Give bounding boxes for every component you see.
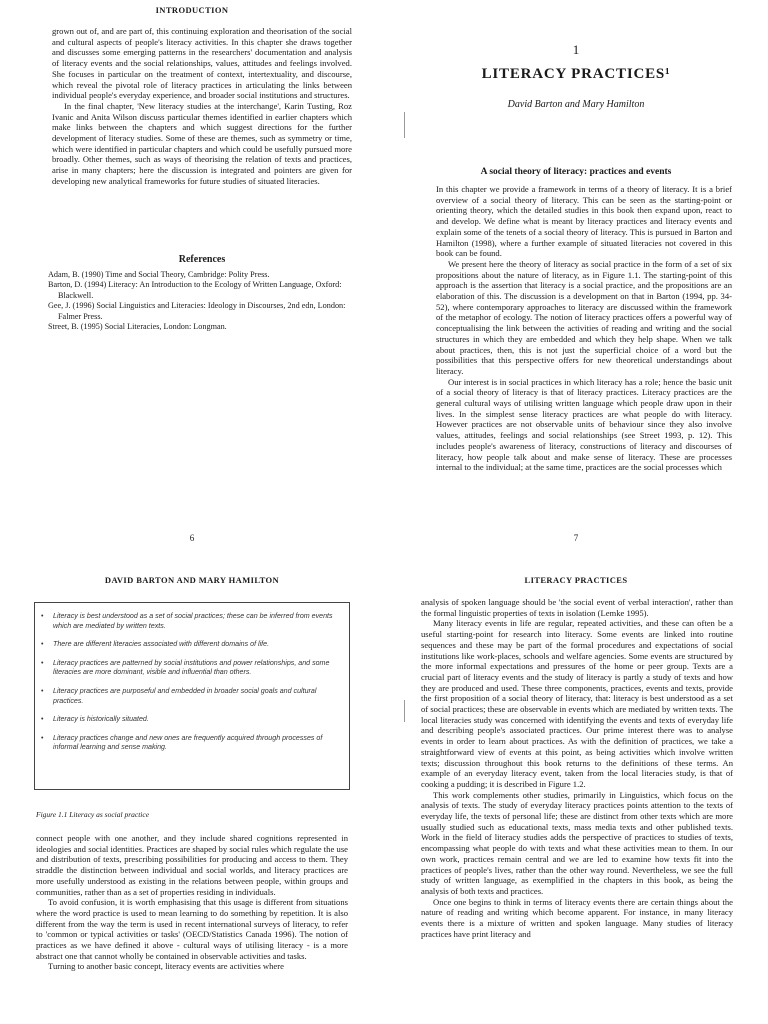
intro-body: [52, 26, 352, 187]
page-body: [421, 597, 733, 940]
paragraph: This work complements other studies, primarily in Linguistics, which focus on the analysis of texts. The study of everyday literacy practices points attention to the texts of everyday life, the texts of personal life; these are distinct from other texts which are more usually studied such as educational texts, mass media texts and other published texts. Work in the field of literacy studies adds the perspective of practices to studies of texts, encompassing what people do with texts and what these activities mean to them. In our own work, practices remain central and we are led to examine how texts fit into the practices of people's lives, rather than the other way round. Nevertheless, we see the full study of written language, as exemplified in the chapters in this book, as being the analysis of both texts and practices.: [421, 789, 733, 896]
chapter-authors: David Barton and Mary Hamilton: [507, 99, 645, 110]
gutter-mark: [404, 112, 405, 138]
page-literacy-events: [384, 545, 768, 1024]
chapter-title: LITERACY PRACTICES¹: [481, 66, 671, 82]
paragraph: In this chapter we provide a framework in terms of a theory of literacy. It is a brief overview of a social theory of literacy. This can be seen as the starting-point or orienting theory, which the detailed studies in this book then expand upon, react to and develop. We define what is meant by literacy practices and literacy events and explain some of the tenets of a social theory of literacy. This is pursued in Barton and Hamilton (1998), where a further example of situated literacies not covered in this book can be found.: [436, 184, 732, 259]
page-introduction-end: [0, 0, 384, 545]
proposition-item: • Literacy is historically situated.: [53, 715, 337, 725]
proposition-list: [35, 603, 349, 753]
paragraph: grown out of, and are part of, this continuing exploration and theorisation of the social and cultural aspects of people's literacy activities. In this chapter she draws together and discusses some emerging patterns in the researchers' documentation and analysis of literacy events and the social relationships, values, attitudes and feelings involved. She focuses in particular on the treatment of context, intertextuality, and discourse, which reveal the pivotal role of literacy practices in articulating the links between individual people's everyday experience, and broader social institutions and structures.: [52, 26, 352, 101]
proposition-item: • There are different literacies associated with different domains of life.: [53, 640, 337, 650]
reference-item: Adam, B. (1990) Time and Social Theory, Cambridge: Polity Press.: [48, 270, 270, 279]
page-chapter-opening: [384, 0, 768, 545]
paragraph: connect people with one another, and they include shared cognitions represented in ideologies and social identities. Practices are shaped by social rules which regulate the use and distribution of texts, prescribing possibilities for producing and access to them. They straddle the distinction between individual and social worlds, and literacy practices are more usefully understood as existing in the relations between people, within groups and communities, rather than as a set of properties residing in individuals.: [36, 833, 348, 897]
running-head: INTRODUCTION: [155, 5, 229, 15]
chapter-number: 1: [572, 42, 580, 57]
references-list: [48, 270, 354, 332]
chapter-body: [436, 184, 732, 473]
paragraph: Many literacy events in life are regular, repeated activities, and these can often be a useful starting-point for research into literacy. Some events are linked into routine sequences and these may be part of the formal procedures and expectations of social institutions like work-places, schools and welfare agencies. Some events are structured by the more informal expectations and pressures of the home or peer group. Texts are a crucial part of literacy events and the study of literacy is partly a study of texts and how they are produced and used. These three components, practices, events and texts, provide the first proposition of a social theory of literacy, that: literacy is best understood as a set of social practices; these are observable in events which are mediated by written texts. The local literacies study was concerned with identifying the events and texts of everyday life and describing people's associated practices. Our prime interest there was to analyse events in order to learn about practices. As with the definition of practices, we take a straightforward view of events at this point, as being activities which involve written texts; discussion throughout this book returns to the definitions of these terms. An example of an everyday literacy event, taken from the local literacies study, is that of cooking a pudding; it is described in Figure 1.2.: [421, 618, 733, 789]
proposition-item: • Literacy practices change and new ones are frequently acquired through processes of informal learning and sense making.: [53, 734, 337, 753]
proposition-item: • Literacy practices are patterned by social institutions and power relationships, and some literacies are more dominant, visible and influential than others.: [53, 659, 337, 678]
reference-item: Gee, J. (1996) Social Linguistics and Literacies: Ideology in Discourses, 2nd edn, London: Falmer Press.: [48, 301, 346, 321]
proposition-item: • Literacy practices are purposeful and embedded in broader social goals and cultural practices.: [53, 687, 337, 706]
figure-caption: Figure 1.1 Literacy as social practice: [36, 810, 150, 819]
page-figure: [0, 545, 384, 1024]
paragraph: In the final chapter, 'New literacy studies at the interchange', Karin Tusting, Roz Ivanic and Anita Wilson discuss particular themes identified in earlier chapters which make links between the chapters and which suggest directions for the further development of literacy studies. Some of these are themes, such as symmetry or time, which were identified in particular chapters and which could be usefully pursued more broadly. Other themes, such as ways of theorising the relation of texts and practices, arise in many chapters; here the discussion is integrated and pointers are given for developing new analytical frameworks for future studies of situated literacies.: [52, 100, 352, 186]
figure-box: [34, 602, 350, 790]
running-head: LITERACY PRACTICES: [524, 575, 628, 585]
page-body: [36, 833, 348, 972]
page-number: 7: [573, 533, 579, 543]
paragraph: Turning to another basic concept, literacy events are activities where: [48, 961, 284, 972]
paragraph: Once one begins to think in terms of literacy events there are certain things about the nature of reading and writing which become apparent. For instance, in many literacy events there is a mixture of written and spoken language. Many studies of literacy practices have print literacy and: [421, 896, 733, 939]
references-heading: References: [178, 254, 226, 265]
reference-item: Barton, D. (1994) Literacy: An Introduction to the Ecology of Written Language, Oxford: Blackwell.: [48, 280, 342, 300]
paragraph: analysis of spoken language should be 'the social event of verbal interaction', rather than the formal linguistic properties of texts in isolation (Lemke 1995).: [421, 597, 733, 618]
running-head: DAVID BARTON AND MARY HAMILTON: [104, 575, 280, 585]
proposition-item: • Literacy is best understood as a set of social practices; these can be inferred from events which are mediated by written texts.: [53, 612, 337, 631]
reference-item: Street, B. (1995) Social Literacies, London: Longman.: [48, 322, 227, 332]
section-heading: A social theory of literacy: practices and events: [480, 167, 672, 177]
gutter-mark: [404, 700, 405, 722]
paragraph: Our interest is in social practices in which literacy has a role; hence the basic unit of a social theory of literacy is that of literacy practices. Literacy practices are the general cultural ways of utilising written language which people draw upon in their lives. In the simplest sense literacy practices are what people do with literacy. However practices are not observable units of behaviour since they also involve values, attitudes, feelings and social relationships (see Street 1993, p. 12). This includes people's awareness of literacy, constructions of literacy and discourses of literacy, how people talk about and make sense of literacy. These are processes internal to the individual; at the same time, practices are the social processes which: [436, 376, 732, 473]
paragraph: To avoid confusion, it is worth emphasising that this usage is different from situations where the word practice is used to mean learning to do something by repetition. It is also different from the way the term is used in recent international surveys of literacy, to refer to 'common or typical activities or tasks' (OECD/Statistics Canada 1996). The notion of practices as we have defined it above - cultural ways of utilising literacy - is a more abstract one that cannot wholly be contained in observable activities and tasks.: [36, 897, 348, 961]
page-number: 6: [189, 533, 195, 543]
paragraph: We present here the theory of literacy as social practice in the form of a set of six propositions about the nature of literacy, as in Figure 1.1. The starting-point of this approach is the assertion that literacy is a social practice, and the propositions are an elaboration of this. The discussion is a development on that in Barton (1994, pp. 34-52), where contemporary approaches to literacy are discussed within the framework of the metaphor of ecology. The notion of literacy practices offers a powerful way of conceptualising the link between the activities of reading and writing and the social structures in which they are embedded and which they help shape. When we talk about practices, then, this is not just the superficial choice of a word but the possibilities that this perspective offers for new theoretical understandings about literacy.: [436, 258, 732, 376]
